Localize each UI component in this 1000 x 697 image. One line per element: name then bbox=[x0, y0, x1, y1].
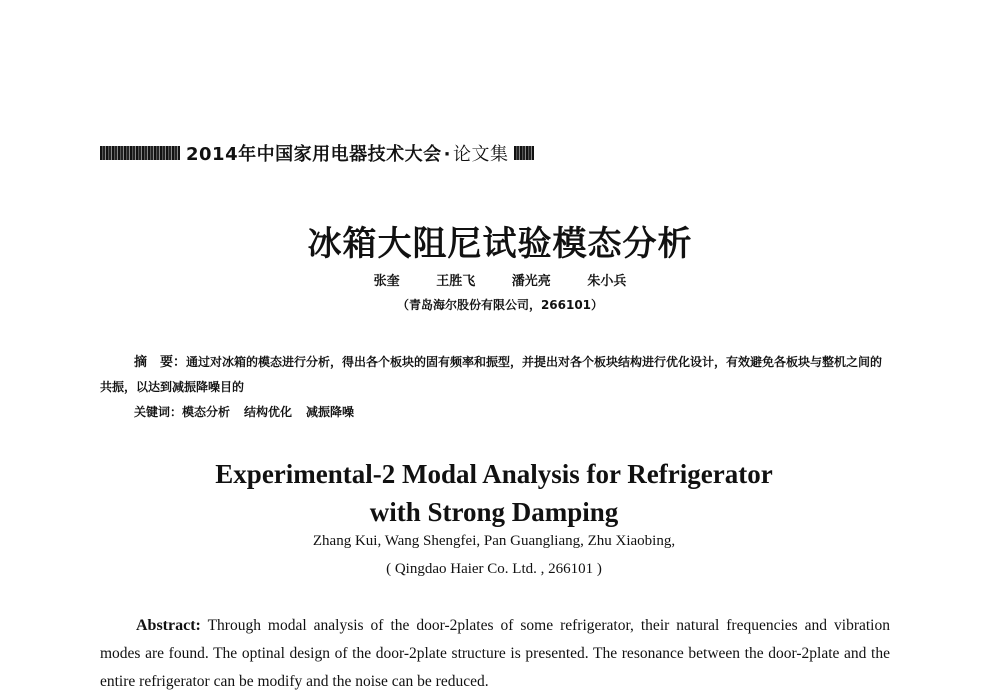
header-separator: · bbox=[443, 144, 451, 165]
english-affiliation: ( Qingdao Haier Co. Ltd. , 266101 ) bbox=[386, 561, 602, 577]
chinese-authors bbox=[0, 270, 1000, 289]
author-4: 朱小兵 bbox=[587, 274, 627, 289]
author-1: 张奎 bbox=[373, 274, 400, 289]
keyword-1: 模态分析 bbox=[182, 405, 231, 419]
header-decoration-right bbox=[514, 146, 534, 160]
chinese-abstract-text: 通过对冰箱的模态进行分析，得出各个板块的固有频率和振型，并提出对各个板块结构进行优化设计，有效避免各板块与整机之间的共振，以达到减振降噪目的 bbox=[100, 355, 883, 394]
conference-name: 2014年中国家用电器技术大会 bbox=[186, 144, 442, 165]
english-abstract-text: Through modal analysis of the door-2plates of some refrigerator, their natural frequencies and vibration modes are found. The optinal design of the door-2plate structure is presented. The resonance between the door-2plate and the entire refrigerator can be modify and the noise can be reduced. bbox=[100, 617, 890, 690]
header-title bbox=[186, 140, 508, 166]
header-section: 论文集 bbox=[452, 144, 509, 165]
english-abstract bbox=[100, 612, 890, 696]
english-title-line-2: with Strong Damping bbox=[369, 497, 619, 527]
author-3: 潘光亮 bbox=[511, 274, 551, 289]
english-abstract-label: Abstract: bbox=[136, 617, 201, 634]
author-2: 王胜飞 bbox=[436, 274, 476, 289]
chinese-title: 冰箱大阻尼试验模态分析 bbox=[307, 224, 693, 264]
keyword-2: 结构优化 bbox=[244, 405, 293, 419]
english-title-line-1: Experimental-2 Modal Analysis for Refrigerator bbox=[215, 459, 773, 489]
english-title bbox=[0, 455, 988, 531]
chinese-affiliation: （青岛海尔股份有限公司，266101） bbox=[396, 298, 604, 312]
english-authors: Zhang Kui, Wang Shengfei, Pan Guangliang, Zhu Xiaobing, bbox=[312, 533, 676, 549]
keyword-3: 减振降噪 bbox=[306, 405, 355, 419]
chinese-abstract-label: 摘 要： bbox=[134, 355, 187, 370]
chinese-abstract bbox=[100, 350, 892, 399]
chinese-keywords bbox=[134, 403, 368, 420]
header-decoration-left bbox=[100, 146, 180, 160]
chinese-keywords-label: 关键词： bbox=[134, 405, 183, 419]
running-header bbox=[100, 140, 534, 166]
